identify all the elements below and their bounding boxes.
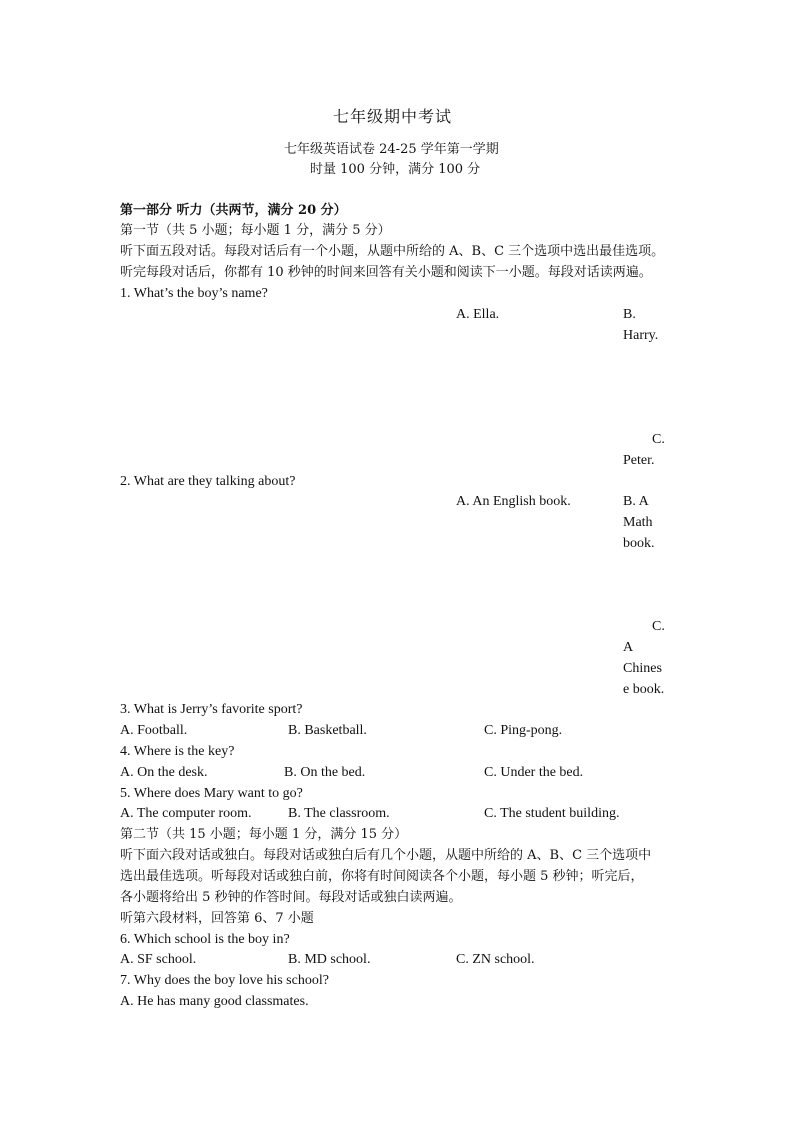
question-7-option-a: A. He has many good classmates. (120, 994, 309, 1009)
question-7-stem: 7. Why does the boy love his school? (120, 973, 329, 988)
question-2-option-b-line3: book. (623, 536, 655, 551)
section2-heading: 第二节（共 15 小题；每小题 1 分，满分 15 分） (120, 827, 408, 842)
question-2-stem: 2. What are they talking about? (120, 474, 296, 489)
question-1-stem: 1. What’s the boy’s name? (120, 286, 268, 301)
time-info: 时量 100 分钟，满分 100 分 (310, 162, 481, 177)
section2-instruction-line2: 选出最佳选项。听每段对话或独白前，你将有时间阅读各个小题，每小题 5 秒钟；听完后， (120, 869, 644, 884)
question-1-option-c-line1: C. (652, 432, 665, 447)
question-2-option-b-line2: Math (623, 515, 653, 530)
question-1-option-b-line1: B. (623, 307, 636, 322)
question-6-stem: 6. Which school is the boy in? (120, 932, 290, 947)
page-title: 七年级期中考试 (333, 107, 453, 126)
question-5-stem: 5. Where does Mary want to go? (120, 786, 303, 801)
question-5-option-c: C. The student building. (484, 806, 620, 821)
question-4-option-a: A. On the desk. (120, 765, 208, 780)
question-2-option-c-line2: A (623, 640, 634, 655)
question-3-option-b: B. Basketball. (288, 723, 367, 738)
page-subtitle: 七年级英语试卷 24-25 学年第一学期 (284, 142, 499, 157)
section2-instruction-line3: 各小题将给出 5 秒钟的作答时间。每段对话或独白读两遍。 (120, 890, 462, 905)
material-6-heading: 听第六段材料，回答第 6、7 小题 (120, 911, 314, 926)
question-5-option-b: B. The classroom. (288, 806, 390, 821)
question-3-stem: 3. What is Jerry’s favorite sport? (120, 702, 303, 717)
section1-instruction-line1: 听下面五段对话。每段对话后有一个小题，从题中所给的 A、B、C 三个选项中选出最佳选项。 (120, 244, 665, 259)
question-1-option-b-line2: Harry. (623, 328, 659, 343)
question-6-option-c: C. ZN school. (456, 952, 535, 967)
question-3-option-c: C. Ping-pong. (484, 723, 563, 738)
part1-heading: 第一部分 听力（共两节，满分 20 分） (120, 203, 347, 218)
question-4-option-b: B. On the bed. (284, 765, 366, 780)
question-4-stem: 4. Where is the key? (120, 744, 235, 759)
section1-instruction-line2: 听完每段对话后，你都有 10 秒钟的时间来回答有关小题和阅读下一小题。每段对话读两遍。 (120, 265, 652, 280)
question-5-option-a: A. The computer room. (120, 806, 252, 821)
section1-heading: 第一节（共 5 小题；每小题 1 分，满分 5 分） (120, 223, 391, 238)
question-2-option-c-line3: Chines (623, 661, 662, 676)
question-2-option-a: A. An English book. (456, 494, 571, 509)
question-2-option-b-line1: B. A (623, 494, 649, 509)
question-1-option-a: A. Ella. (456, 307, 500, 322)
question-3-option-a: A. Football. (120, 723, 188, 738)
section2-instruction-line1: 听下面六段对话或独白。每段对话或独白后有几个小题，从题中所给的 A、B、C 三个选项中 (120, 848, 652, 863)
question-1-option-c-line2: Peter. (623, 453, 655, 468)
question-6-option-b: B. MD school. (288, 952, 371, 967)
question-2-option-c-line1: C. (652, 619, 665, 634)
question-4-option-c: C. Under the bed. (484, 765, 584, 780)
question-6-option-a: A. SF school. (120, 952, 197, 967)
question-2-option-c-line4: e book. (623, 682, 665, 697)
